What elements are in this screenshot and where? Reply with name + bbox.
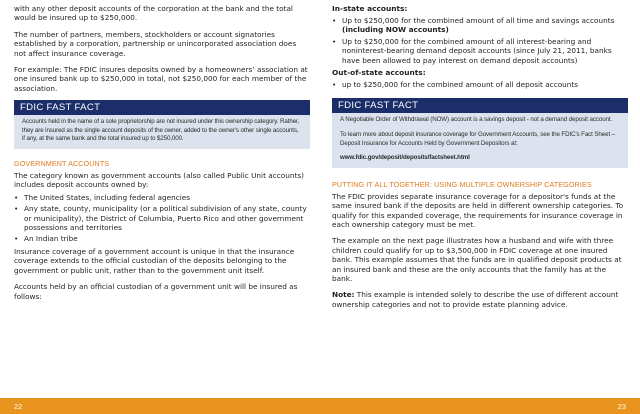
note-text: This example is intended solely to describe the use of different account ownership categories and not to provide estate planning advice. <box>332 290 619 309</box>
in-state-item-bold: (including NOW accounts) <box>342 25 449 35</box>
fast-fact-text: To learn more about deposit insurance coverage for Government Accounts, see the FDIC's Fact Sheet – Deposit Insurance for Accounts Held by Government Depositors at: <box>340 131 616 147</box>
fast-fact-title: FDIC FAST FACT <box>332 98 628 113</box>
in-state-list <box>332 16 628 65</box>
list-item: • An Indian tribe <box>14 234 310 243</box>
section-heading-government-accounts: GOVERNMENT ACCOUNTS <box>14 159 110 169</box>
fast-fact-body <box>14 115 310 149</box>
fast-fact-text: A Negotiable Order of Withdrawal (NOW) account is a savings deposit - not a demand deposit account. <box>340 116 613 124</box>
gov-owner-list <box>14 193 310 244</box>
list-item: • The United States, including federal agencies <box>14 193 310 202</box>
footer-bar <box>0 398 640 414</box>
right-page-column <box>332 4 628 316</box>
fast-fact-text: Accounts held in the name of a sole proprietorship are not insured under this ownership category. Rather, they are insured as the single account deposits of the owner, added to the owner's other single accounts, if any, at the same bank and the total insured up to $250,000. <box>22 118 300 143</box>
paragraph-gov-custodian: Accounts held by an official custodian of a government unit will be insured as follows: <box>14 282 298 301</box>
note-label: Note: <box>332 290 355 300</box>
heading-in-state-accounts: In-state accounts: <box>332 4 408 13</box>
out-of-state-list <box>332 80 628 89</box>
fast-fact-url: www.fdic.gov/deposit/deposits/factsheet.html <box>340 154 470 162</box>
fast-fact-box-sole-proprietorship <box>14 100 310 149</box>
paragraph-hoa-example: For example: The FDIC insures deposits owned by a homeowners’ association at one insured bank up to $250,000 in total, not $250,000 for each member of the association. <box>14 65 308 93</box>
fast-fact-box-now-account <box>332 98 628 167</box>
paragraph-gov-unique: Insurance coverage of a government account is unique in that the insurance coverage extends to the official custodian of the deposits belonging to the government or public unit, rather than to the government unit itself. <box>14 246 295 275</box>
list-item <box>332 16 628 35</box>
list-item: • Any state, county, municipality (or a political subdivision of any state, county or municipality), the District of Columbia, Puerto Rico and other government possessions and territories <box>14 204 310 232</box>
in-state-item-text: Up to $250,000 for the combined amount of all time and savings accounts <box>342 16 615 25</box>
left-page-column <box>14 4 310 308</box>
list-item: • Up to $250,000 for the combined amount of all interest-bearing and noninterest-bearing demand deposit accounts (since July 21, 2011, banks have been allowed to pay interest on demand deposit accounts) <box>332 37 628 65</box>
page-number-left: 22 <box>14 402 23 411</box>
paragraph-gov-intro: The category known as government accounts (also called Public Unit accounts) includes deposit accounts owned by: <box>14 171 304 190</box>
paragraph-corporation-total: with any other deposit accounts of the corporation at the bank and the total would be insured up to $250,000. <box>14 4 293 23</box>
list-item: • up to $250,000 for the combined amount of all deposit accounts <box>332 80 628 89</box>
fast-fact-title: FDIC FAST FACT <box>14 100 310 115</box>
page-number-right: 23 <box>617 402 626 411</box>
paragraph-example-family: The example on the next page illustrates how a husband and wife with three children could qualify for up to $3,500,000 in FDIC coverage at one insured bank. This example assumes that the funds are in qualified deposit products at an insured bank and these are the only accounts that the family has at the bank. <box>332 236 622 284</box>
paragraph-note <box>332 290 628 309</box>
paragraph-separate-coverage: The FDIC provides separate insurance coverage for a depositor's funds at the same insured bank if the deposits are held in different ownership categories. To qualify for this expanded coverage, the requirements for insurance coverage in each ownership category must be met. <box>332 191 624 230</box>
paragraph-partners: The number of partners, members, stockholders or account signatories established by a corporation, partnership or unincorporated association does not affect insurance coverage. <box>14 29 297 58</box>
fast-fact-body <box>332 113 628 167</box>
section-heading-putting-it-together: PUTTING IT ALL TOGETHER: USING MULTIPLE OWNERSHIP CATEGORIES <box>332 179 592 189</box>
heading-out-of-state-accounts: Out-of-state accounts: <box>332 68 426 78</box>
